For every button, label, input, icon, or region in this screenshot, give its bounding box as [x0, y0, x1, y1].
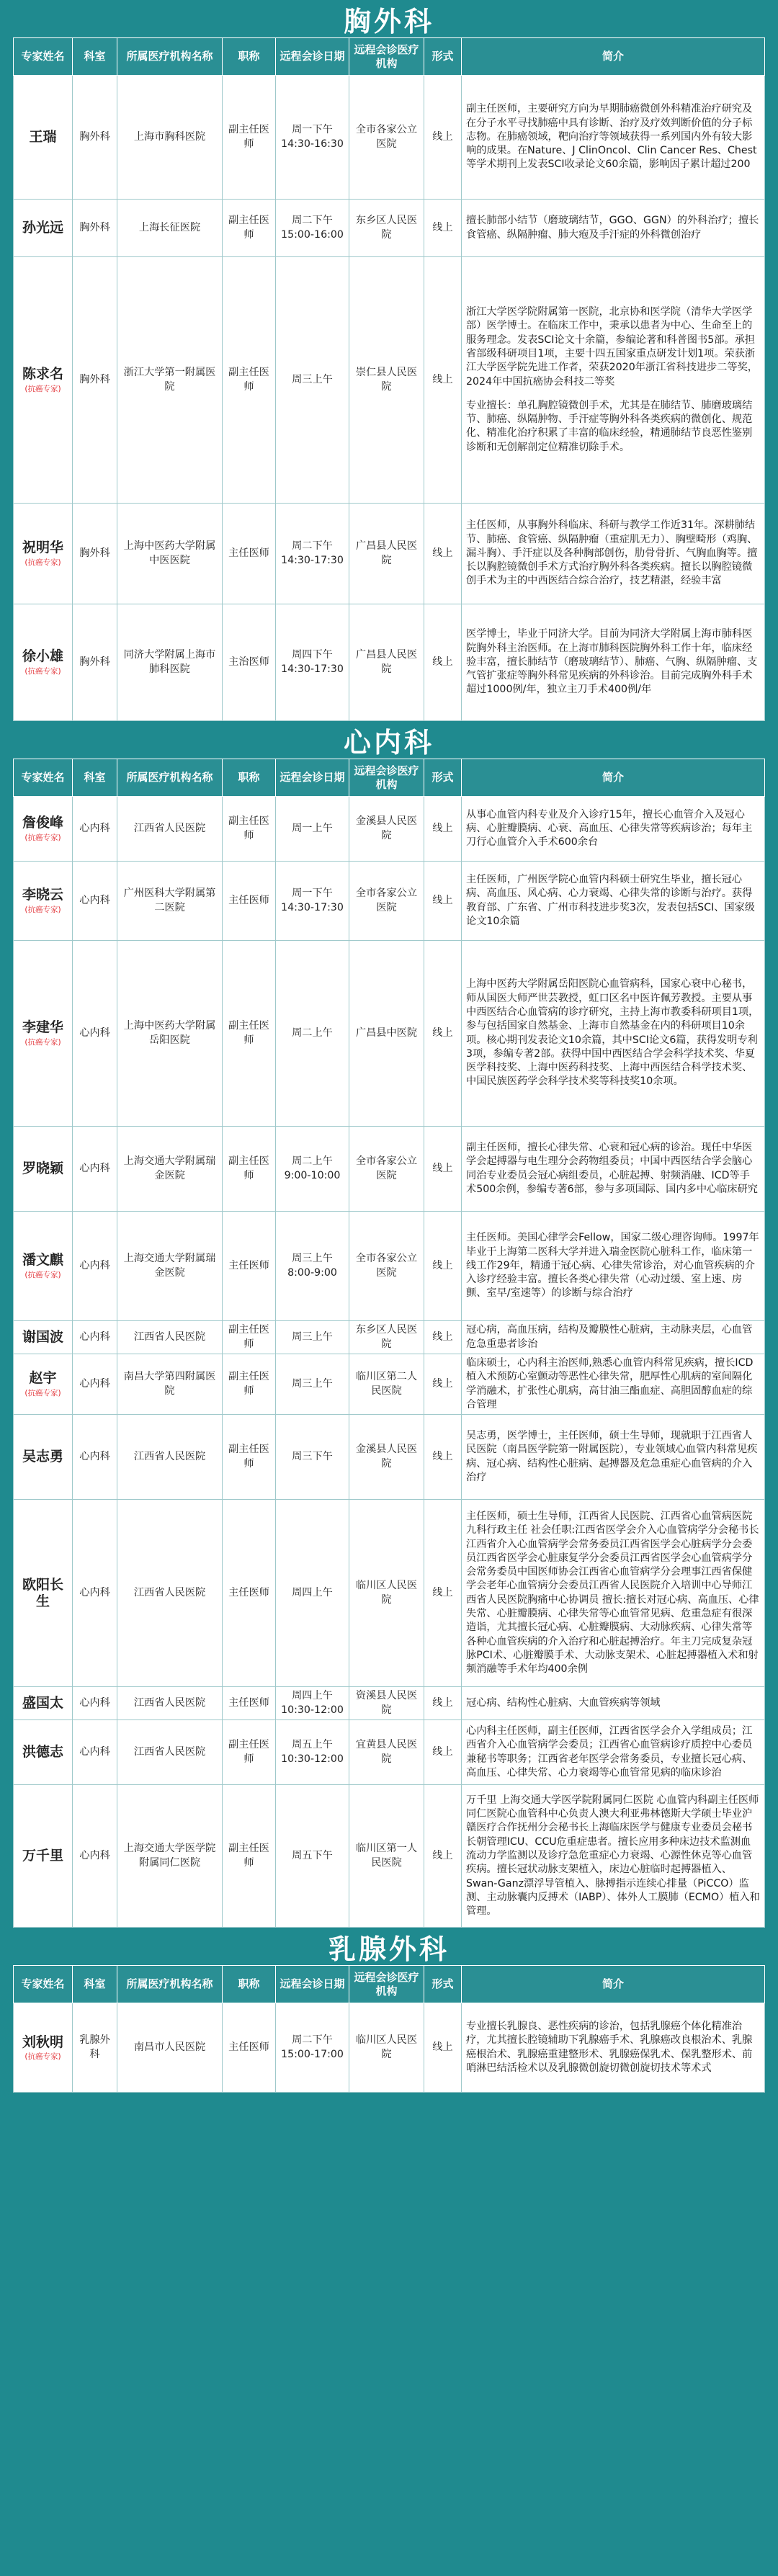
intro-cell	[462, 797, 765, 862]
expert-name-cell	[14, 1500, 73, 1687]
title-cell: 副主任医师	[223, 1720, 276, 1785]
expert-name-cell	[14, 1354, 73, 1415]
title-cell: 主任医师	[223, 1212, 276, 1321]
consult-time-cell: 周四上午 10:30-12:00	[276, 1687, 349, 1720]
consult-time-cell: 周三下午	[276, 1415, 349, 1500]
institution-cell: 上海市胸科医院	[117, 76, 223, 200]
consult-site-cell: 资溪县人民医院	[349, 1687, 424, 1720]
consult-time-cell: 周一下午 14:30-17:30	[276, 862, 349, 941]
consult-site-cell: 广昌县中医院	[349, 941, 424, 1127]
column-header: 远程会诊医疗机构	[349, 759, 424, 797]
consult-site-cell: 全市各家公立医院	[349, 1127, 424, 1212]
expert-tag: (抗癌专家)	[24, 905, 61, 915]
institution-cell: 南昌市人民医院	[117, 2003, 223, 2093]
mode-cell: 线上	[424, 1720, 462, 1785]
column-header: 远程会诊医疗机构	[349, 1966, 424, 2003]
expert-name: 陈求名	[22, 366, 63, 383]
intro-cell	[462, 257, 765, 504]
institution-cell: 江西省人民医院	[117, 1720, 223, 1785]
table-row	[14, 257, 765, 504]
institution-cell: 广州医科大学附属第二医院	[117, 862, 223, 941]
mode-cell: 线上	[424, 604, 462, 721]
section-1	[13, 721, 765, 1928]
expert-name-cell	[14, 1687, 73, 1720]
column-header: 科室	[73, 759, 117, 797]
department-cell: 心内科	[73, 1212, 117, 1321]
intro-cell	[462, 1321, 765, 1354]
expert-name-cell	[14, 76, 73, 200]
intro-cell	[462, 941, 765, 1127]
consult-site-cell: 宜黄县人民医院	[349, 1720, 424, 1785]
table-row	[14, 200, 765, 257]
institution-cell: 江西省人民医院	[117, 1500, 223, 1687]
title-cell: 副主任医师	[223, 257, 276, 504]
intro-paragraph: 专业擅长：单孔胸腔镜微创手术，尤其是在肺结节、肺磨玻璃结节、肺癌、纵隔肿物、手汗症等胸外科各类疾病的微创化、规范化、精准化治疗积累了丰富的临床经验，精通肺结节良恶性鉴别诊断和无创解剖定位精准切除手术。	[466, 399, 753, 453]
expert-tag: (抗癌专家)	[24, 1271, 61, 1280]
column-header: 所属医疗机构名称	[117, 759, 223, 797]
column-header: 职称	[223, 38, 276, 76]
institution-cell: 南昌大学第四附属医院	[117, 1354, 223, 1415]
intro-cell	[462, 1720, 765, 1785]
mode-cell: 线上	[424, 797, 462, 862]
title-cell: 副主任医师	[223, 1127, 276, 1212]
paragraph-gap	[466, 389, 760, 399]
consult-time-cell: 周三上午 8:00-9:00	[276, 1212, 349, 1321]
expert-name: 詹俊峰	[22, 815, 63, 831]
expert-name: 祝明华	[22, 540, 63, 556]
section-title: 乳腺外科	[13, 1928, 765, 1965]
expert-name-cell	[14, 862, 73, 941]
department-cell: 心内科	[73, 1720, 117, 1785]
consult-time-cell: 周二下午 14:30-17:30	[276, 504, 349, 604]
column-header: 职称	[223, 759, 276, 797]
table-row	[14, 1415, 765, 1500]
expert-name-cell	[14, 504, 73, 604]
intro-cell	[462, 1354, 765, 1415]
intro-cell	[462, 1127, 765, 1212]
institution-cell: 上海中医药大学附属岳阳医院	[117, 941, 223, 1127]
intro-paragraph: 副主任医师，主要研究方向为早期肺癌微创外科精准治疗研究及在分子水平寻找肺癌中具有诊断、治疗及疗效判断价值的分子标志物。在肺癌领域，靶向治疗等领域获得一系列国内外有较大影响的成果。在Nature、J ClinOncol、Clin Cancer Res、Chest等学术期刊上发表SCI收录论文60余篇，影响因子累计超过200	[466, 103, 757, 171]
expert-tag: (抗癌专家)	[24, 2052, 61, 2062]
title-cell: 副主任医师	[223, 1321, 276, 1354]
expert-name: 潘文麒	[22, 1252, 63, 1269]
mode-cell: 线上	[424, 1785, 462, 1928]
consult-time-cell: 周二下午 15:00-16:00	[276, 200, 349, 257]
expert-name: 欧阳长生	[22, 1576, 63, 1609]
department-cell: 心内科	[73, 1127, 117, 1212]
institution-cell: 上海交通大学附属瑞金医院	[117, 1212, 223, 1321]
consult-time-cell: 周四上午	[276, 1500, 349, 1687]
column-header: 简介	[462, 1966, 765, 2003]
table-row	[14, 2003, 765, 2093]
consult-site-cell: 崇仁县人民医院	[349, 257, 424, 504]
intro-paragraph: 主任医师，硕士生导师，江西省人民医院、江西省心血管病医院九科行政主任 社会任职:江西省医学会介入心血管病学分会秘书长江西省介入心血管病学会常务委员江西省医学会心脏病学分会委员江西省医学会心脏康复学分会委员江西省医学会心血管病学分会常务委员中国医师协会江西省心血管病学分会理事江西省保健学会老年心血管病分会委员江西省人民医院介入培训中心导师江西省人民医院胸痛中心协调员 擅长:擅长对冠心病、高血压、心律失常、心脏瓣膜病、心律失常等心血管常见病、危重急症有很深造诣，尤其擅长冠心病、心脏瓣膜病、大动脉疾病、心律失常等各种心血管疾病的介入治疗和心脏起搏治疗。年主刀完成复杂冠脉PCI术、心脏瓣膜手术、大动脉支架术、心脏起搏器植入术和射频消融等手术年均400余例	[466, 1510, 759, 1676]
mode-cell: 线上	[424, 1212, 462, 1321]
institution-cell: 江西省人民医院	[117, 1687, 223, 1720]
table-row	[14, 1321, 765, 1354]
expert-name-cell	[14, 1415, 73, 1500]
department-cell: 心内科	[73, 1500, 117, 1687]
consult-site-cell: 临川区第二人民医院	[349, 1354, 424, 1415]
intro-paragraph: 吴志勇，医学博士，主任医师，硕士生导师，现就职于江西省人民医院（南昌医学院第一附属医院），专业领域心血管内科常见疾病、冠心病、结构性心脏病、起搏器及危急重症心血管病的介入治疗	[466, 1430, 758, 1484]
department-cell: 胸外科	[73, 76, 117, 200]
intro-cell	[462, 1687, 765, 1720]
expert-name: 徐小雄	[22, 648, 63, 665]
section-title: 心内科	[13, 721, 765, 759]
department-cell: 心内科	[73, 1415, 117, 1500]
institution-cell: 同济大学附属上海市肺科医院	[117, 604, 223, 721]
title-cell: 副主任医师	[223, 797, 276, 862]
consult-site-cell: 广昌县人民医院	[349, 604, 424, 721]
column-header: 形式	[424, 38, 462, 76]
column-header: 远程会诊日期	[276, 759, 349, 797]
expert-name-cell	[14, 1720, 73, 1785]
department-cell: 心内科	[73, 1354, 117, 1415]
institution-cell: 浙江大学第一附属医院	[117, 257, 223, 504]
consult-time-cell: 周五上午 10:30-12:00	[276, 1720, 349, 1785]
expert-tag: (抗癌专家)	[24, 833, 61, 843]
column-header: 简介	[462, 759, 765, 797]
intro-cell	[462, 200, 765, 257]
intro-paragraph: 医学博士，毕业于同济大学。目前为同济大学附属上海市肺科医院胸外科主治医师。在上海市肺科医院胸外科工作十年，临床经验丰富，擅长肺结节（磨玻璃结节）、肺癌、气胸、纵隔肿瘤、支气管扩张症等胸外科常见疾病的外科诊治。目前完成胸外科手术超过1000例/年，独立主刀手术400例/年	[466, 628, 758, 696]
title-cell: 副主任医师	[223, 941, 276, 1127]
institution-cell: 上海交通大学医学院附属同仁医院	[117, 1785, 223, 1928]
consult-site-cell: 临川区人民医院	[349, 1500, 424, 1687]
intro-cell	[462, 1415, 765, 1500]
mode-cell: 线上	[424, 504, 462, 604]
intro-paragraph: 主任医师，从事胸外科临床、科研与教学工作近31年。深耕肺结节、肺癌、食管癌、纵隔肿瘤（重症肌无力）、胸壁畸形（鸡胸、漏斗胸）、手汗症以及各种胸部创伤，肋骨骨折、气胸血胸等。擅长以胸腔镜微创手术方式治疗胸外科各类疾病。擅长以胸腔镜微创手术为主的中西医结合综合治疗，技艺精湛，经验丰富	[466, 519, 758, 587]
table-row	[14, 862, 765, 941]
table-row	[14, 797, 765, 862]
expert-table	[13, 759, 765, 1928]
department-cell: 心内科	[73, 1321, 117, 1354]
institution-cell: 上海长征医院	[117, 200, 223, 257]
intro-cell	[462, 1785, 765, 1928]
consult-site-cell: 临川区第一人民医院	[349, 1785, 424, 1928]
title-cell: 主任医师	[223, 862, 276, 941]
expert-tag: (抗癌专家)	[24, 385, 61, 394]
consult-site-cell: 金溪县人民医院	[349, 1415, 424, 1500]
expert-name: 盛国太	[22, 1695, 63, 1712]
expert-name-cell	[14, 2003, 73, 2093]
mode-cell: 线上	[424, 200, 462, 257]
table-row	[14, 1354, 765, 1415]
table-row	[14, 1720, 765, 1785]
table-row	[14, 604, 765, 721]
expert-name-cell	[14, 257, 73, 504]
table-row	[14, 1212, 765, 1321]
intro-paragraph: 冠心病，高血压病，结构及瓣膜性心脏病，主动脉夹层，心血管危急重患者诊治	[466, 1324, 753, 1350]
intro-paragraph: 冠心病、结构性心脏病、大血管疾病等领域	[466, 1697, 661, 1709]
column-header: 远程会诊医疗机构	[349, 38, 424, 76]
expert-tag: (抗癌专家)	[24, 1038, 61, 1047]
expert-name: 王瑞	[29, 129, 57, 146]
institution-cell: 江西省人民医院	[117, 1415, 223, 1500]
mode-cell: 线上	[424, 941, 462, 1127]
department-cell: 心内科	[73, 1785, 117, 1928]
expert-table	[13, 1965, 765, 2093]
department-cell: 心内科	[73, 1687, 117, 1720]
title-cell: 副主任医师	[223, 1785, 276, 1928]
institution-cell: 江西省人民医院	[117, 797, 223, 862]
title-cell: 主任医师	[223, 2003, 276, 2093]
intro-paragraph: 心内科主任医师，副主任医师，江西省医学会介入学组成员；江西省介入心血管病学会委员；江西省心血管病诊疗质控中心委员兼秘书等职务；江西省老年医学会常务委员，专业擅长冠心病、高血压、心律失常、心力衰竭等心血管常见病的临床诊治	[466, 1725, 753, 1779]
expert-name: 吴志勇	[22, 1449, 63, 1465]
title-cell: 副主任医师	[223, 1354, 276, 1415]
department-cell: 心内科	[73, 862, 117, 941]
column-header: 所属医疗机构名称	[117, 38, 223, 76]
mode-cell: 线上	[424, 1321, 462, 1354]
expert-table	[13, 37, 765, 721]
expert-name-cell	[14, 941, 73, 1127]
consult-time-cell: 周二下午 15:00-17:00	[276, 2003, 349, 2093]
institution-cell: 上海交通大学附属瑞金医院	[117, 1127, 223, 1212]
mode-cell: 线上	[424, 1500, 462, 1687]
intro-cell	[462, 76, 765, 200]
section-2	[13, 1928, 765, 2093]
expert-name: 刘秋明	[22, 2034, 63, 2050]
expert-name: 万千里	[22, 1848, 63, 1864]
title-cell: 主治医师	[223, 604, 276, 721]
intro-paragraph: 主任医师。美国心律学会Fellow，国家二级心理咨询师。1997年毕业于上海第二医科大学并进入瑞金医院心脏科工作，临床第一线工作29年，精通于冠心病、心律失常诊治，对心血管疾病的介入诊疗经验丰富。擅长各类心律失常（心动过缓、室上速、房颤、室早/室速等）的诊断与综合治疗	[466, 1232, 759, 1300]
table-row	[14, 1687, 765, 1720]
title-cell: 主任医师	[223, 1500, 276, 1687]
department-cell: 胸外科	[73, 504, 117, 604]
department-cell: 胸外科	[73, 200, 117, 257]
intro-paragraph: 上海中医药大学附属岳阳医院心血管病科，国家心衰中心秘书，师从国医大师严世芸教授，虹口区名中医许佩芳教授。主要从事中西医结合心血管病的诊疗研究，主持上海市教委科研项目1项，参与包括国家自然基金、上海市自然基金在内的科研项目10余项。核心期刊发表论文10余篇，其中SCI论文6篇，获得发明专利3项，参编专著2部。获得中国中西医结合学会科学技术奖、华夏医学科技奖、上海中医药科技奖、上海中西医结合科学技术奖、中国民族医药学会科学技术奖等科技奖10余项。	[466, 978, 759, 1088]
table-row	[14, 1500, 765, 1687]
title-cell: 副主任医师	[223, 76, 276, 200]
consult-time-cell: 周一下午 14:30-16:30	[276, 76, 349, 200]
intro-cell	[462, 504, 765, 604]
mode-cell: 线上	[424, 1354, 462, 1415]
department-cell: 心内科	[73, 797, 117, 862]
intro-cell	[462, 2003, 765, 2093]
mode-cell: 线上	[424, 1687, 462, 1720]
intro-paragraph: 副主任医师，擅长心律失常、心衰和冠心病的诊治。现任中华医学会起搏器与电生理分会药物组委员；中国中西医结合学会脑心同治专业委员会冠心病组委员，心脏起搏、射频消融、ICD等手术500余例，参编专著6部，参与多项国际、国内多中心临床研究	[466, 1141, 758, 1195]
department-cell: 胸外科	[73, 257, 117, 504]
consult-site-cell: 东乡区人民医院	[349, 1321, 424, 1354]
intro-paragraph: 主任医师，广州医学院心血管内科硕士研究生毕业，擅长冠心病、高血压、风心病、心力衰竭、心律失常的诊断与治疗。获得教育部、广东省、广州市科技进步奖3次，发表包括SCI、国家级论文10余篇	[466, 873, 755, 927]
title-cell: 主任医师	[223, 504, 276, 604]
department-cell: 胸外科	[73, 604, 117, 721]
column-header: 远程会诊日期	[276, 1966, 349, 2003]
department-cell: 心内科	[73, 941, 117, 1127]
consult-site-cell: 全市各家公立医院	[349, 1212, 424, 1321]
consult-time-cell: 周四下午 14:30-17:30	[276, 604, 349, 721]
column-header: 形式	[424, 1966, 462, 2003]
mode-cell: 线上	[424, 862, 462, 941]
expert-name: 洪德志	[22, 1744, 63, 1761]
intro-paragraph: 万千里 上海交通大学医学院附属同仁医院 心血管内科副主任医师同仁医院心血管科中心负责人澳大利亚弗林德斯大学硕士毕业沪赣医疗合作抚州分会秘书长上海临床医学与健康专业委员会秘书长朝管理ICU、CCU危重症患者。擅长应用多种床边技术监测血流动力学监测以及诊疗急危重症心力衰竭、心源性休克等心血管疾病。擅长冠状动脉支架植入，床边心脏临时起搏器植入、Swan-Ganz漂浮导管植入、脉搏指示连续心排量（PiCCO）监测、主动脉囊内反搏术（IABP）、体外人工膜肺（ECMO）植入和管理。	[466, 1794, 760, 1918]
consult-time-cell: 周三上午	[276, 1321, 349, 1354]
column-header: 简介	[462, 38, 765, 76]
mode-cell: 线上	[424, 1127, 462, 1212]
expert-name: 罗晓颖	[22, 1160, 63, 1177]
column-header: 形式	[424, 759, 462, 797]
column-header: 专家姓名	[14, 759, 73, 797]
section-0	[13, 0, 765, 721]
table-row	[14, 1127, 765, 1212]
column-header: 科室	[73, 38, 117, 76]
intro-paragraph: 擅长肺部小结节（磨玻璃结节，GGO、GGN）的外科治疗；擅长食管癌、纵隔肿瘤、肺大疱及手汗症的外科微创治疗	[466, 215, 759, 241]
intro-cell	[462, 604, 765, 721]
mode-cell: 线上	[424, 257, 462, 504]
expert-name-cell	[14, 604, 73, 721]
consult-site-cell: 临川区人民医院	[349, 2003, 424, 2093]
mode-cell: 线上	[424, 1415, 462, 1500]
mode-cell: 线上	[424, 2003, 462, 2093]
table-header-row	[14, 1966, 765, 2003]
column-header: 专家姓名	[14, 1966, 73, 2003]
expert-name-cell	[14, 1127, 73, 1212]
title-cell: 副主任医师	[223, 200, 276, 257]
expert-name: 谢国波	[22, 1329, 63, 1346]
consult-site-cell: 全市各家公立医院	[349, 76, 424, 200]
consult-time-cell: 周五下午	[276, 1785, 349, 1928]
table-header-row	[14, 38, 765, 76]
expert-name: 孙光远	[22, 220, 63, 236]
consult-site-cell: 全市各家公立医院	[349, 862, 424, 941]
expert-name-cell	[14, 1321, 73, 1354]
expert-name: 李建华	[22, 1019, 63, 1036]
consult-time-cell: 周三上午	[276, 257, 349, 504]
expert-name-cell	[14, 1212, 73, 1321]
intro-cell	[462, 862, 765, 941]
table-row	[14, 504, 765, 604]
title-cell: 主任医师	[223, 1687, 276, 1720]
expert-tag: (抗癌专家)	[24, 1389, 61, 1398]
consult-site-cell: 东乡区人民医院	[349, 200, 424, 257]
section-title: 胸外科	[13, 0, 765, 37]
institution-cell: 江西省人民医院	[117, 1321, 223, 1354]
column-header: 专家姓名	[14, 38, 73, 76]
consult-time-cell: 周二上午 9:00-10:00	[276, 1127, 349, 1212]
department-cell: 乳腺外科	[73, 2003, 117, 2093]
consult-time-cell: 周三上午	[276, 1354, 349, 1415]
table-row	[14, 941, 765, 1127]
table-header-row	[14, 759, 765, 797]
consult-time-cell: 周二上午	[276, 941, 349, 1127]
expert-name-cell	[14, 1785, 73, 1928]
intro-paragraph: 临床硕士，心内科主治医师,熟悉心血管内科常见疾病，擅长ICD植入术预防心室颤动等恶性心律失常，肥厚性心肌病的室间隔化学消融术，扩张性心肌病，高甘油三酯血症、高胆固醇血症的综合管理	[466, 1357, 754, 1410]
intro-cell	[462, 1500, 765, 1687]
expert-name: 赵宇	[29, 1370, 57, 1387]
consult-site-cell: 金溪县人民医院	[349, 797, 424, 862]
intro-paragraph: 专业擅长乳腺良、恶性疾病的诊治，包括乳腺癌个体化精准治疗，尤其擅长腔镜辅助下乳腺癌手术、乳腺癌改良根治术、乳腺癌根治术、乳腺癌重建整形术、乳腺癌保乳术、保乳整形术、前哨淋巴结活检术以及乳腺微创旋切微创旋切技术等术式	[466, 2021, 753, 2075]
title-cell: 副主任医师	[223, 1415, 276, 1500]
consult-time-cell: 周一上午	[276, 797, 349, 862]
intro-cell	[462, 1212, 765, 1321]
institution-cell: 上海中医药大学附属中医医院	[117, 504, 223, 604]
expert-name: 李晓云	[22, 887, 63, 903]
column-header: 远程会诊日期	[276, 38, 349, 76]
column-header: 科室	[73, 1966, 117, 2003]
expert-tag: (抗癌专家)	[24, 558, 61, 568]
expert-name-cell	[14, 797, 73, 862]
expert-name-cell	[14, 200, 73, 257]
column-header: 职称	[223, 1966, 276, 2003]
column-header: 所属医疗机构名称	[117, 1966, 223, 2003]
intro-paragraph: 浙江大学医学院附属第一医院，北京协和医学院（清华大学医学部）医学博士。在临床工作中，秉承以患者为中心、生命至上的服务理念。发表SCI论文十余篇，参编论著和科普图书5部。承担省部级科研项目1项，主要十四五国家重点研发计划1项。荣获浙江大学医学院先进工作者，荣获2020年浙江省科技进步二等奖，2024年中国抗癌协会科技二等奖	[466, 305, 758, 388]
expert-tag: (抗癌专家)	[24, 667, 61, 676]
table-row	[14, 1785, 765, 1928]
table-row	[14, 76, 765, 200]
intro-paragraph: 从事心血管内科专业及介入诊疗15年，擅长心血管介入及冠心病、心脏瓣膜病、心衰、高血压、心律失常等疾病诊治；每年主刀行心血管介入手术600余台	[466, 808, 753, 849]
mode-cell: 线上	[424, 76, 462, 200]
consult-site-cell: 广昌县人民医院	[349, 504, 424, 604]
